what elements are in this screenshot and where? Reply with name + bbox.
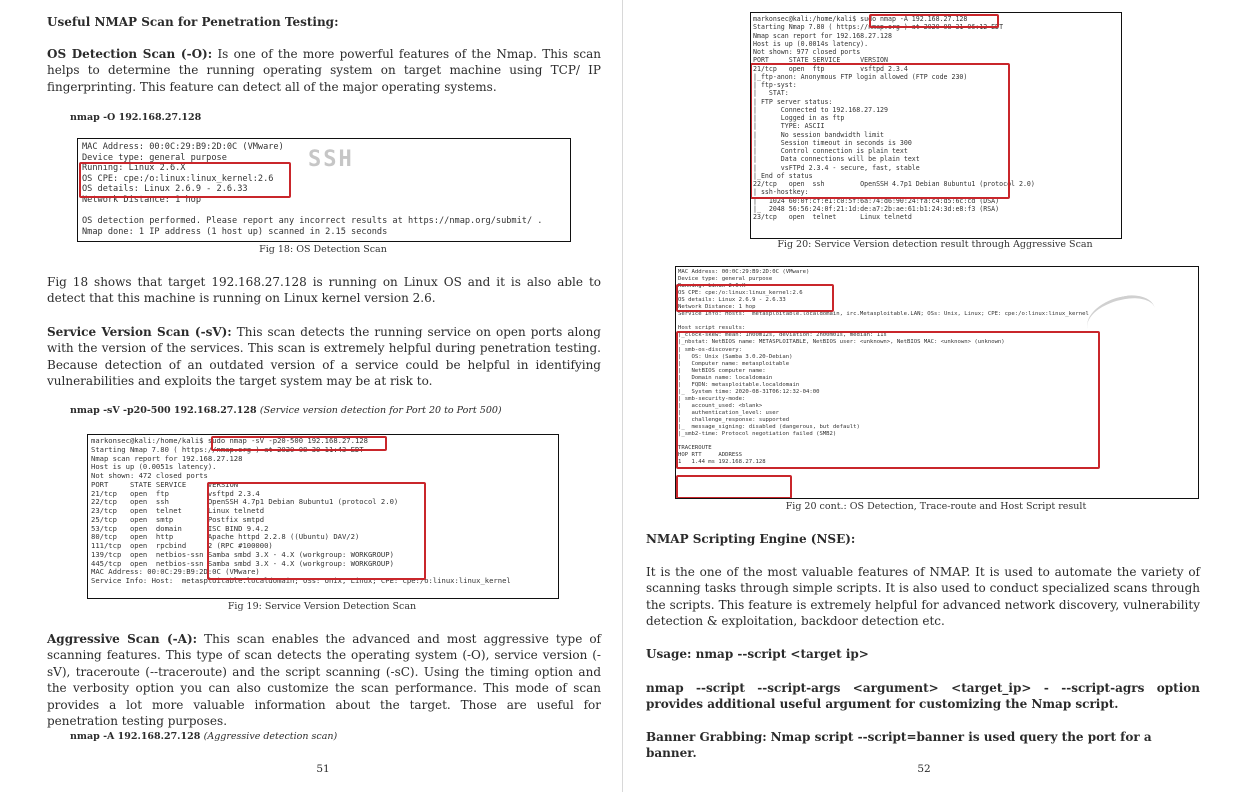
host-script-highlight	[676, 331, 1100, 469]
sv-command	[70, 405, 502, 416]
service-version-title: Service Version Scan (-sV):	[47, 325, 232, 339]
aggressive-body: This scan enables the advanced and most aggressive type of scanning features. This type of scan detects the operating system (-O), service version (-sV), traceroute (--traceroute) and the script scanning (-sC). Using the timing option and the verbosity option you can also customize the scan performance. This mode of scan provides a lot more valuable information about the target. Those are useful for penetration testing purposes.	[47, 632, 601, 729]
fig19-caption: Fig 19: Service Version Detection Scan	[227, 601, 417, 612]
service-version-body: This scan detects the running service on open ports along with the version of the services. This scan is extremely helpful during penetration testing. Because detection of an outdated version of a service could be helpful in identifying vulnerabilities and exploits the target system may be at risk to.	[47, 325, 601, 389]
fig18-terminal	[77, 138, 571, 242]
page-52	[624, 0, 1240, 792]
aggressive-command	[70, 731, 337, 742]
sv-command-note: (Service version detection for Port 20 to Port 500)	[259, 405, 502, 416]
banner-grabbing-body: Nmap script --script=banner is used query the port for a banner.	[646, 730, 1152, 761]
traceroute-highlight	[676, 475, 792, 499]
fig20-cont-terminal	[675, 266, 1199, 499]
os-command: nmap -O 192.168.27.128	[70, 112, 202, 123]
command-highlight-box	[211, 436, 387, 451]
os-detection-body: Is one of the more powerful features of the Nmap. This scan helps to determine the running operating system on target machine using TCP/ IP fingerprinting. This feature can detect all of the major operating systems.	[47, 47, 601, 94]
os-detection-title: OS Detection Scan (-O):	[47, 47, 213, 61]
banner-grabbing-line	[646, 729, 1200, 762]
page-number: 51	[316, 763, 330, 775]
usage-line: Usage: nmap --script <target ip>	[646, 647, 869, 661]
section-heading: Useful NMAP Scan for Penetration Testing:	[47, 15, 339, 29]
fig18-caption: Fig 18: OS Detection Scan	[259, 244, 387, 255]
aggressive-command-note: (Aggressive detection scan)	[203, 731, 338, 742]
sv-command-text: nmap -sV -p20-500 192.168.27.128	[70, 405, 257, 416]
fig18-explanation: Fig 18 shows that target 192.168.27.128 is running on Linux OS and it is also able to detect that this machine is running on Linux kernel version 2.6.	[47, 275, 601, 306]
page-divider	[622, 0, 623, 792]
fig20-terminal	[750, 12, 1122, 239]
fig19-output: markonsec@kali:/home/kali$ sudo nmap -sV -p20-500 192.168.27.128 Starting Nmap 7.80 ( https://nmap.org ) at 2020-08-30 11:43 EDT Nmap scan report for 192.168.27.128 Host is up (0.0051s latency). Not shown: 472 closed ports PORT STATE SERVICE VERSION 21/tcp open ftp vsftpd 2.3.4 22/tcp open ssh OpenSSH 4.7p1 Debian 8ubuntu1 (protocol 2.0) 23/tcp open telnet Linux telnetd 25/tcp open smtp Postfix smtpd 53/tcp open domain ISC BIND 9.4.2 80/tcp open http Apache httpd 2.2.8 ((Ubuntu) DAV/2) 111/tcp open rpcbind 2 (RPC #100000) 139/tcp open netbios-ssn Samba smbd 3.X - 4.X (workgroup: WORKGROUP) 445/tcp open netbios-ssn Samba smbd 3.X - 4.X (workgroup: WORKGROUP) MAC Address: 00:0C:29:B9:2D:0C (VMware) Service Info: Host: metasploitable.localdomain; OSs: Unix, Linux; CPE: cpe:/o:linux:linux_kernel	[91, 436, 511, 585]
os-result-highlight	[676, 284, 834, 312]
fig20-output: markonsec@kali:/home/kali$ sudo nmap -A 192.168.27.128 Starting Nmap 7.80 ( https://nmap.org ) at 2020-08-31 06:12 EDT Nmap scan report for 192.168.27.128 Host is up (0.0014s latency). Not shown: 977 closed ports PORT STATE SERVICE VERSION 21/tcp open ftp vsftpd 2.3.4 |_ftp-anon: Anonymous FTP login allowed (FTP code 230) | ftp-syst: | STAT: | FTP server status: | Connected to 192.168.27.129 | Logged in as ftp | TYPE: ASCII | No session bandwidth limit | Session timeout in seconds is 300 | Control connection is plain text | Data connections will be plain text | vsFTPd 2.3.4 - secure, fast, stable |_End of status 22/tcp open ssh OpenSSH 4.7p1 Debian 8ubuntu1 (protocol 2.0) | ssh-hostkey: | 1024 60:0f:cf:e1:c0:5f:6a:74:d6:90:24:fa:c4:d5:6c:cd (DSA) |_ 2048 56:56:24:0f:21:1d:de:a7:2b:ae:61:b1:24:3d:e8:f3 (RSA) 23/tcp open telnet Linux telnetd	[753, 15, 1035, 221]
script-args-paragraph: nmap --script --script-args <argument> <target_ip> - --script-agrs option provides additional useful argument for customizing the Nmap script.	[646, 681, 1200, 712]
fig20-cont-caption: Fig 20 cont.: OS Detection, Trace-route and Host Script result	[785, 501, 1087, 512]
banner-grabbing-title: Banner Grabbing:	[646, 730, 767, 744]
fig19-terminal	[87, 434, 559, 599]
os-detection-paragraph	[47, 46, 601, 95]
version-highlight-box	[207, 482, 426, 580]
nse-heading: NMAP Scripting Engine (NSE):	[646, 532, 856, 546]
aggressive-paragraph	[47, 631, 601, 729]
page-number: 52	[917, 763, 931, 775]
service-version-paragraph	[47, 324, 601, 390]
fig18-output: MAC Address: 00:0C:29:B9:2D:0C (VMware) Device type: general purpose Running: Linux 2.6.X OS CPE: cpe:/o:linux:linux_kernel:2.6 OS details: Linux 2.6.9 - 2.6.33 Network Distance: 1 hop OS detection performed. Please report any incorrect results at https://nmap.org/submit/ . Nmap done: 1 IP address (1 host up) scanned in 2.15 seconds	[82, 142, 543, 237]
fig20-caption: Fig 20: Service Version detection result through Aggressive Scan	[777, 239, 1093, 250]
aggressive-command-highlight	[869, 14, 999, 28]
aggressive-command-text: nmap -A 192.168.27.128	[70, 731, 201, 742]
aggressive-title: Aggressive Scan (-A):	[47, 632, 198, 646]
fig20-cont-output: MAC Address: 00:0C:29:B9:2D:0C (VMware) Device type: general purpose Running: Linux 2.6.X OS CPE: cpe:/o:linux:linux_kernel:2.6 OS details: Linux 2.6.9 - 2.6.33 Network Distance: 1 hop Service Info: Hosts: metasploitable.localdomain, irc.Metasploitable.LAN; OSs: Unix, Linux; CPE: cpe:/o:linux:linux_kernel Host script results: |_clock-skew: mean: 1h00m12s, deviation: 2h00m01s, median: 11s |_nbstat: NetBIOS name: METASPLOITABLE, NetBIOS user: <unknown>, NetBIOS MAC: <unknown> (unknown) | smb-os-discovery: | OS: Unix (Samba 3.0.20-Debian) | Computer name: metasploitable | NetBIOS computer name: | Domain name: localdomain | FQDN: metasploitable.localdomain |_ System time: 2020-08-31T06:12:32-04:00 | smb-security-mode: | account_used: <blank> | authentication_level: user | challenge_response: supported |_ message_signing: disabled (dangerous, but default) |_smb2-time: Protocol negotiation failed (SMB2) TRACEROUTE HOP RTT ADDRESS 1 1.44 ms 192.168.27.128	[678, 269, 1089, 466]
terminal-watermark: SSH	[308, 147, 354, 172]
ftp-details-highlight	[750, 63, 1010, 199]
nse-paragraph: It is the one of the most valuable features of NMAP. It is used to automate the variety of scanning tasks through simple scripts. It is also used to conduct specialized scans through the scripts. This feature is extremely helpful for advanced network discovery, vulnerability detection & exploitation, backdoor detection etc.	[646, 565, 1200, 629]
os-highlight-box	[79, 162, 291, 198]
